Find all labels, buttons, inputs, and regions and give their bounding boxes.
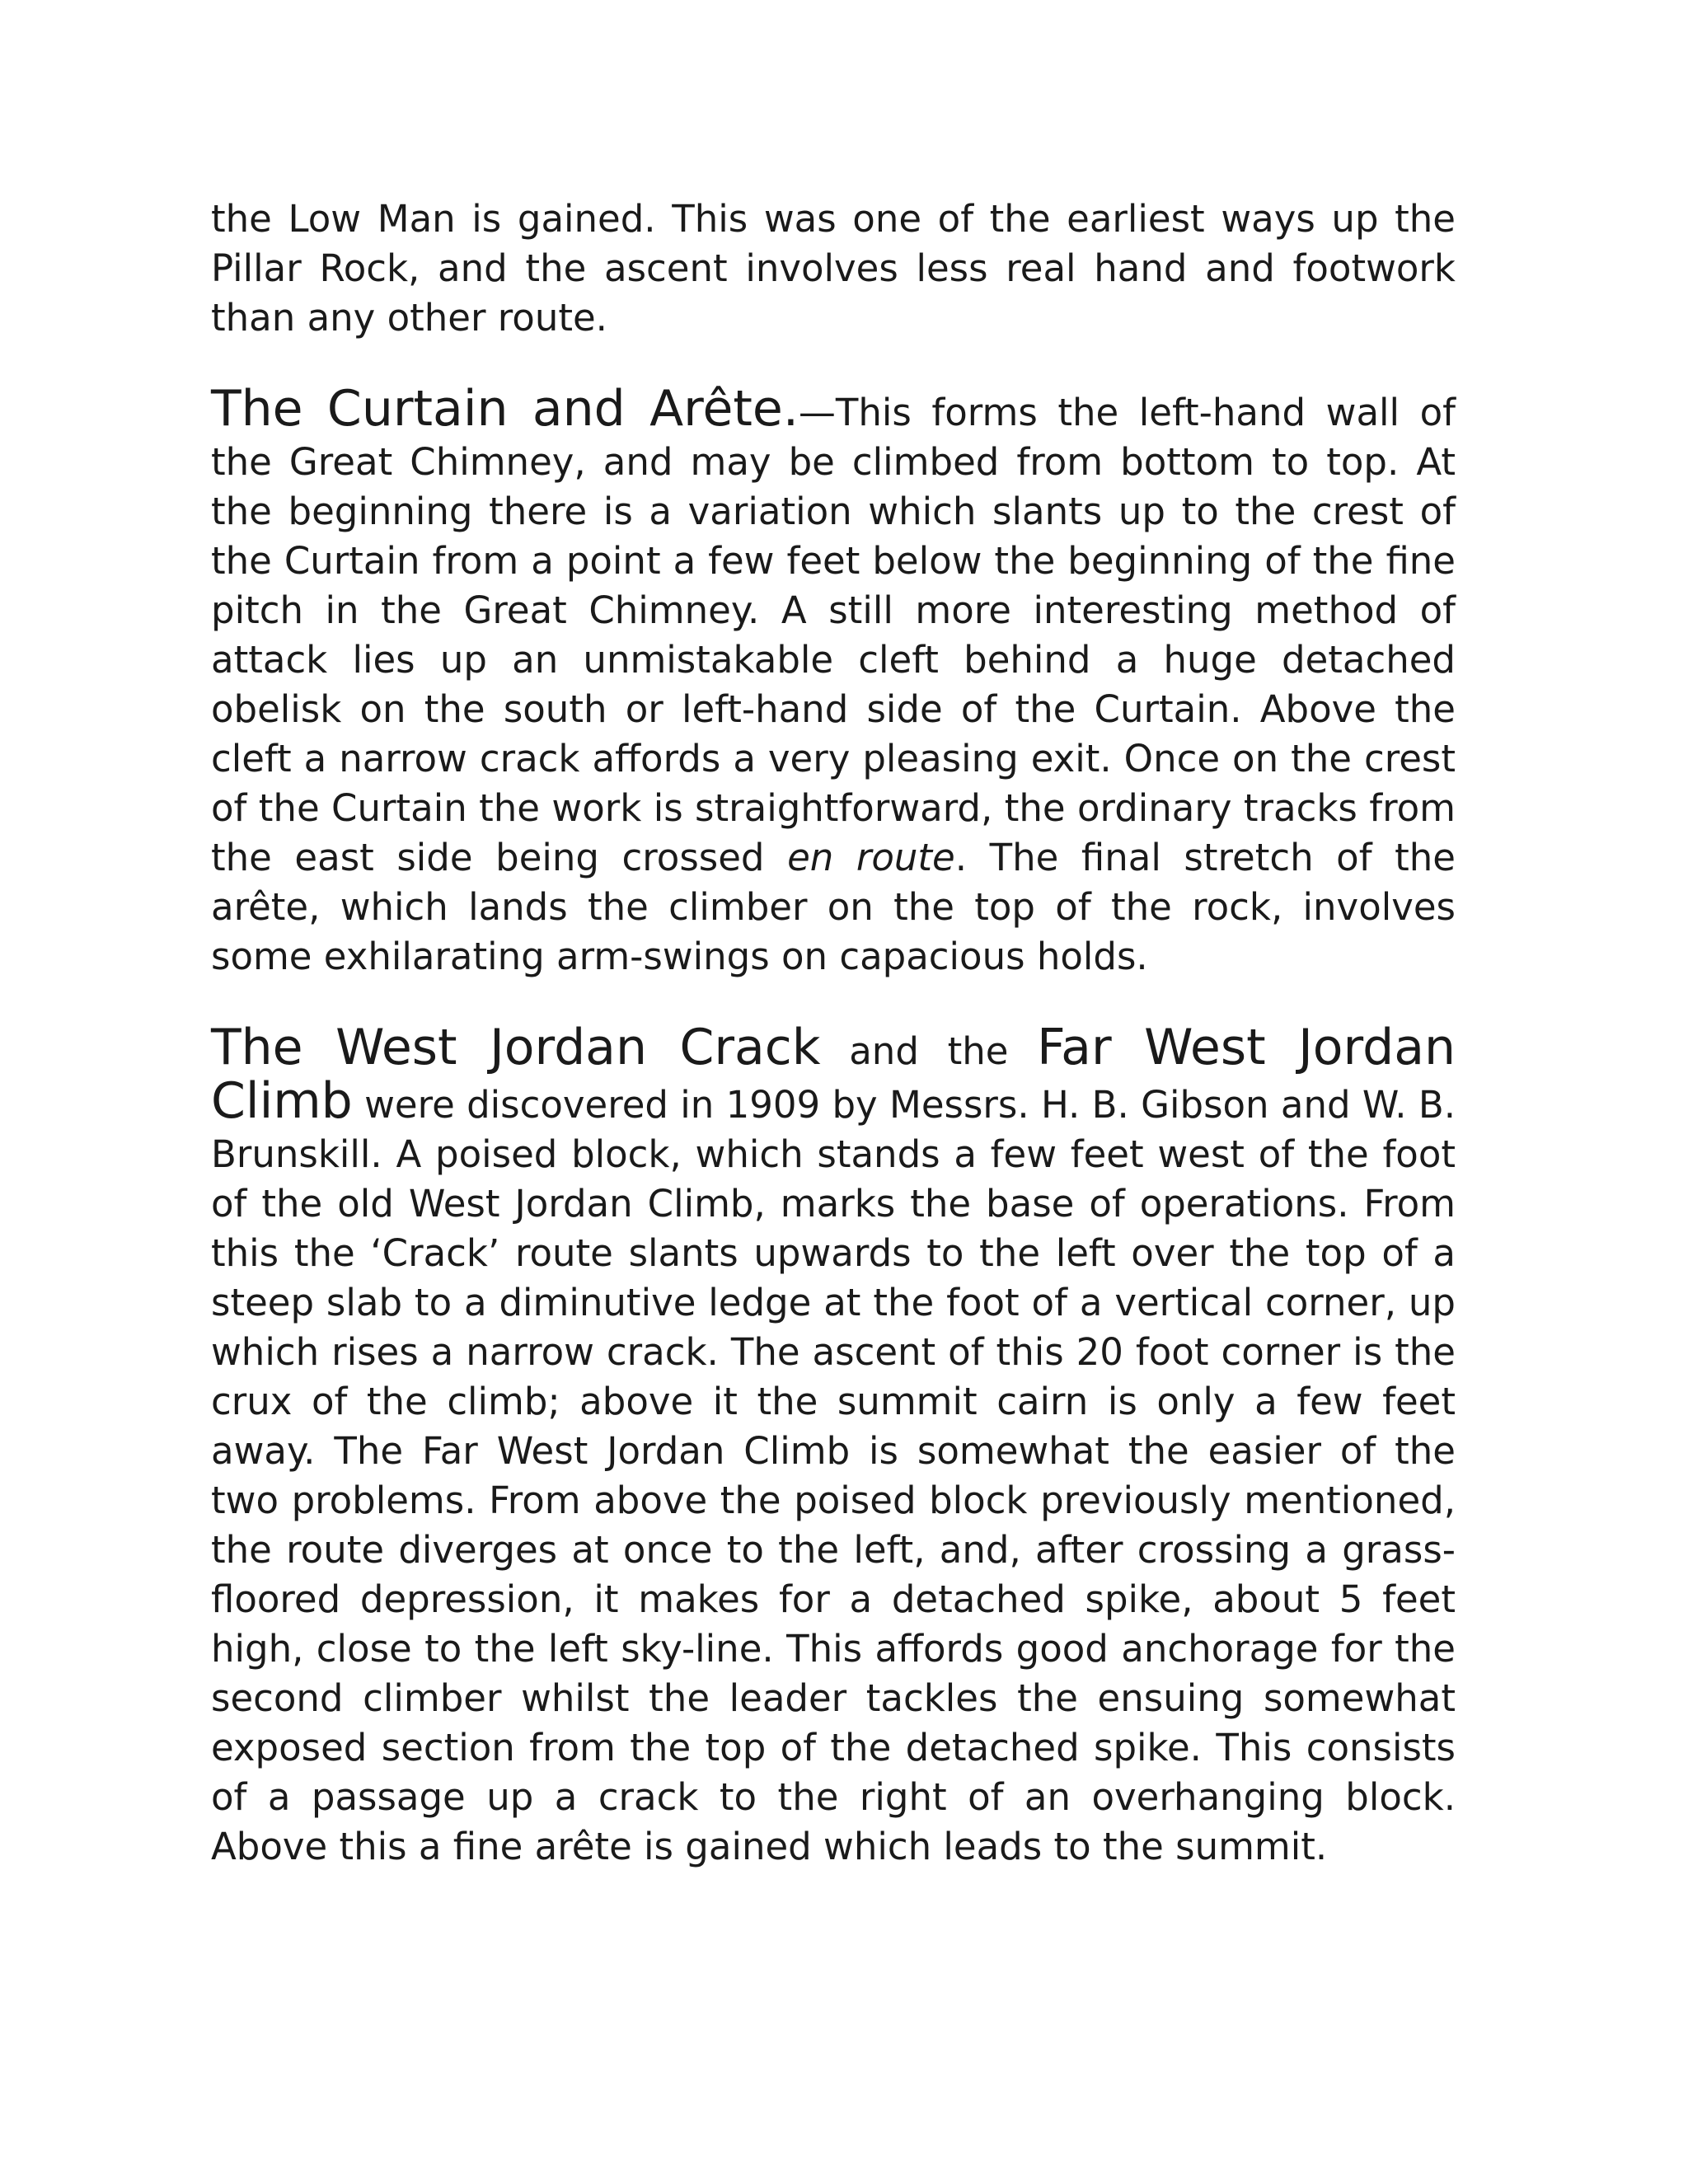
paragraph-curtain-and-arete [211, 380, 1456, 982]
paragraph-text: —This forms the left-hand wall of the Great Chimney, and may be climbed from bottom to top. At the beginning there is a variation which slants up to the crest of the Curtain from a point a few feet below the beginning of the fine pitch in the Great Chimney. A still more interesting method of attack lies up an unmistakable cleft behind a huge detached obelisk on the south or left-hand side of the Curtain. Above the cleft a narrow crack affords a very pleasing exit. Once on the crest of the Curtain the work is straightforward, the ordinary tracks from the east side being crossed [211, 391, 1456, 879]
section-heading-curtain-and-arete: The Curtain and Arête. [211, 380, 799, 438]
paragraph-west-jordan [211, 1019, 1456, 1872]
paragraph-text-continued: . The final stretch of the arête, which lands the climber on the top of the rock, involves some exhilarating arm-swings on capacious holds. [211, 836, 1456, 978]
italic-phrase: en route [787, 836, 955, 879]
section-heading-west-jordan-crack: The West Jordan Crack [211, 1019, 821, 1076]
paragraph-text: the Low Man is gained. This was one of the earliest ways up the Pillar Rock, and the ascent involves less real hand and footwork than any other route. [211, 197, 1456, 340]
heading-joiner: and the [820, 1029, 1038, 1073]
paragraph-low-man [211, 194, 1456, 343]
section-heading-far-west-jordan-climb: Far West Jordan Climb [211, 1019, 1456, 1130]
page-content [211, 194, 1456, 1872]
paragraph-text: were discovered in 1909 by Messrs. H. B. Gibson and W. B. Brunskill. A poised block, which stands a few feet west of the foot of the old West Jordan Climb, marks the base of operations. From this the ‘Crack’ route slants upwards to the left over the top of a steep slab to a diminutive ledge at the foot of a vertical corner, up which rises a narrow crack. The ascent of this 20 foot corner is the crux of the climb; above it the summit cairn is only a few feet away. The Far West Jordan Climb is somewhat the easier of the two problems. From above the poised block previously mentioned, the route diverges at once to the left, and, after crossing a grass-floored depression, it makes for a detached spike, about 5 feet high, close to the left sky-line. This affords good anchorage for the second climber whilst the leader tackles the ensuing somewhat exposed section from the top of the detached spike. This consists of a passage up a crack to the right of an overhanging block. Above this a fine arête is gained which leads to the summit. [211, 1083, 1456, 1868]
